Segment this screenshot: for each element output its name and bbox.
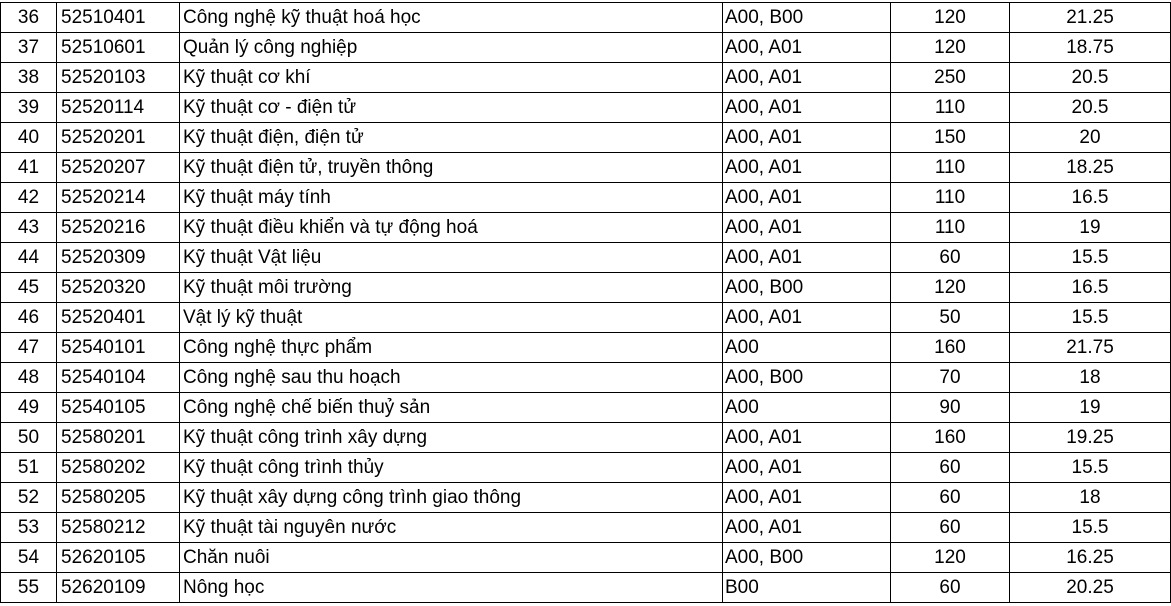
score-cell: 16.25 [1010,543,1171,573]
major-name-cell: Quản lý công nghiệp [180,33,723,63]
major-name-cell: Kỹ thuật máy tính [180,183,723,213]
quota-cell: 120 [891,543,1010,573]
quota-cell: 120 [891,3,1010,33]
row-number-cell: 48 [1,363,57,393]
major-code-cell: 52520114 [57,93,180,123]
quota-cell: 150 [891,123,1010,153]
table-row [1,483,1171,513]
table-row [1,3,1171,33]
quota-cell: 70 [891,363,1010,393]
major-name-cell: Kỹ thuật điện tử, truyền thông [180,153,723,183]
quota-cell: 60 [891,453,1010,483]
table-row [1,153,1171,183]
row-number-cell: 45 [1,273,57,303]
admission-table [0,2,1171,603]
major-code-cell: 52520103 [57,63,180,93]
row-number-cell: 49 [1,393,57,423]
subject-combination-cell: A00, A01 [723,423,891,453]
major-name-cell: Vật lý kỹ thuật [180,303,723,333]
major-name-cell: Kỹ thuật cơ khí [180,63,723,93]
subject-combination-cell: A00, A01 [723,123,891,153]
table-body [1,3,1171,603]
quota-cell: 110 [891,153,1010,183]
table-row [1,273,1171,303]
major-code-cell: 52620109 [57,573,180,603]
row-number-cell: 42 [1,183,57,213]
table-row [1,513,1171,543]
score-cell: 15.5 [1010,513,1171,543]
row-number-cell: 43 [1,213,57,243]
row-number-cell: 39 [1,93,57,123]
major-code-cell: 52580201 [57,423,180,453]
row-number-cell: 52 [1,483,57,513]
subject-combination-cell: A00, A01 [723,93,891,123]
subject-combination-cell: A00, A01 [723,63,891,93]
major-code-cell: 52520320 [57,273,180,303]
quota-cell: 110 [891,93,1010,123]
major-code-cell: 52520309 [57,243,180,273]
major-name-cell: Công nghệ kỹ thuật hoá học [180,3,723,33]
table-row [1,63,1171,93]
table-row [1,333,1171,363]
score-cell: 15.5 [1010,243,1171,273]
score-cell: 21.25 [1010,3,1171,33]
subject-combination-cell: A00, A01 [723,483,891,513]
major-code-cell: 52580212 [57,513,180,543]
major-name-cell: Kỹ thuật môi trường [180,273,723,303]
subject-combination-cell: A00, A01 [723,213,891,243]
row-number-cell: 50 [1,423,57,453]
subject-combination-cell: A00, B00 [723,273,891,303]
major-name-cell: Kỹ thuật Vật liệu [180,243,723,273]
row-number-cell: 36 [1,3,57,33]
row-number-cell: 41 [1,153,57,183]
row-number-cell: 40 [1,123,57,153]
score-cell: 19 [1010,393,1171,423]
row-number-cell: 51 [1,453,57,483]
quota-cell: 60 [891,513,1010,543]
table-row [1,573,1171,603]
subject-combination-cell: A00, A01 [723,33,891,63]
row-number-cell: 55 [1,573,57,603]
major-name-cell: Công nghệ sau thu hoạch [180,363,723,393]
major-code-cell: 52580202 [57,453,180,483]
score-cell: 15.5 [1010,453,1171,483]
major-name-cell: Kỹ thuật điện, điện tử [180,123,723,153]
table-row [1,123,1171,153]
score-cell: 19.25 [1010,423,1171,453]
subject-combination-cell: A00, B00 [723,3,891,33]
table-row [1,453,1171,483]
subject-combination-cell: A00 [723,333,891,363]
score-cell: 18 [1010,483,1171,513]
major-code-cell: 52540105 [57,393,180,423]
row-number-cell: 44 [1,243,57,273]
row-number-cell: 53 [1,513,57,543]
quota-cell: 250 [891,63,1010,93]
table-row [1,183,1171,213]
quota-cell: 60 [891,483,1010,513]
major-name-cell: Kỹ thuật công trình thủy [180,453,723,483]
score-cell: 21.75 [1010,333,1171,363]
table-row [1,93,1171,123]
row-number-cell: 37 [1,33,57,63]
major-code-cell: 52520216 [57,213,180,243]
major-code-cell: 52520201 [57,123,180,153]
score-cell: 20.25 [1010,573,1171,603]
table-row [1,393,1171,423]
quota-cell: 160 [891,423,1010,453]
row-number-cell: 46 [1,303,57,333]
score-cell: 16.5 [1010,273,1171,303]
quota-cell: 50 [891,303,1010,333]
major-name-cell: Kỹ thuật cơ - điện tử [180,93,723,123]
subject-combination-cell: A00 [723,393,891,423]
table-row [1,33,1171,63]
quota-cell: 90 [891,393,1010,423]
quota-cell: 120 [891,273,1010,303]
score-cell: 20.5 [1010,63,1171,93]
score-cell: 18.25 [1010,153,1171,183]
subject-combination-cell: A00, A01 [723,153,891,183]
major-name-cell: Kỹ thuật xây dựng công trình giao thông [180,483,723,513]
major-code-cell: 52510601 [57,33,180,63]
quota-cell: 110 [891,213,1010,243]
major-name-cell: Nông học [180,573,723,603]
score-cell: 19 [1010,213,1171,243]
quota-cell: 60 [891,573,1010,603]
major-code-cell: 52580205 [57,483,180,513]
score-cell: 18 [1010,363,1171,393]
major-name-cell: Kỹ thuật tài nguyên nước [180,513,723,543]
subject-combination-cell: A00, A01 [723,183,891,213]
major-code-cell: 52540104 [57,363,180,393]
major-name-cell: Kỹ thuật công trình xây dựng [180,423,723,453]
major-name-cell: Công nghệ chế biến thuỷ sản [180,393,723,423]
subject-combination-cell: A00, A01 [723,303,891,333]
score-cell: 20 [1010,123,1171,153]
row-number-cell: 38 [1,63,57,93]
table-row [1,363,1171,393]
quota-cell: 160 [891,333,1010,363]
score-cell: 15.5 [1010,303,1171,333]
row-number-cell: 54 [1,543,57,573]
subject-combination-cell: A00, B00 [723,363,891,393]
table-row [1,303,1171,333]
table-row [1,423,1171,453]
score-cell: 16.5 [1010,183,1171,213]
table-row [1,543,1171,573]
subject-combination-cell: A00, B00 [723,543,891,573]
table-row [1,243,1171,273]
quota-cell: 110 [891,183,1010,213]
major-code-cell: 52520207 [57,153,180,183]
major-code-cell: 52520214 [57,183,180,213]
subject-combination-cell: A00, A01 [723,453,891,483]
major-code-cell: 52540101 [57,333,180,363]
major-code-cell: 52620105 [57,543,180,573]
score-cell: 18.75 [1010,33,1171,63]
quota-cell: 60 [891,243,1010,273]
major-name-cell: Chăn nuôi [180,543,723,573]
row-number-cell: 47 [1,333,57,363]
table-row [1,213,1171,243]
quota-cell: 120 [891,33,1010,63]
major-name-cell: Công nghệ thực phẩm [180,333,723,363]
subject-combination-cell: A00, A01 [723,243,891,273]
major-name-cell: Kỹ thuật điều khiển và tự động hoá [180,213,723,243]
major-code-cell: 52510401 [57,3,180,33]
major-code-cell: 52520401 [57,303,180,333]
subject-combination-cell: A00, A01 [723,513,891,543]
subject-combination-cell: B00 [723,573,891,603]
score-cell: 20.5 [1010,93,1171,123]
